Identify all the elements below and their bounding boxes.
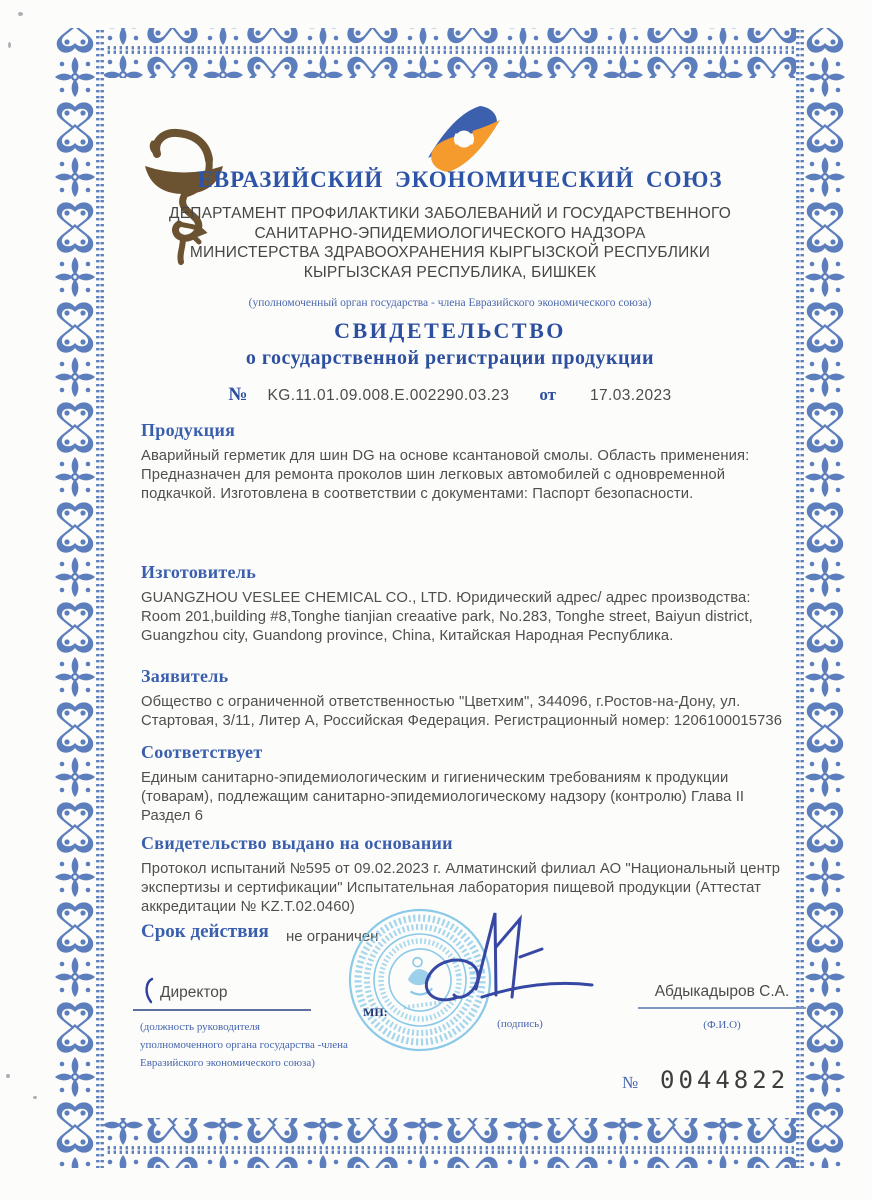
document-subtitle: о государственной регистрации продукции — [245, 347, 655, 369]
authority-note: (уполномоченный орган государства - члена Евразийского экономического союза) — [248, 297, 652, 309]
section-body: Протокол испытаний №595 от 09.02.2023 г. Алматинский филиал АО "Национальный центр экспертизы и сертификации" Испытательная лаборатория пищевой продукции (Аттестат аккредитации № KZ.T.02.0460) — [141, 861, 781, 915]
signature — [426, 913, 592, 1000]
position-caption-line: (должность руководителя — [140, 1021, 260, 1033]
section-body: Единым санитарно-эпидемиологическим и гигиеническим требованиям к продукции (товарам), подлежащим санитарно-эпидемиологическому надзору (контролю) Глава II Раздел 6 — [141, 770, 745, 824]
department-line: КЫРГЫЗСКАЯ РЕСПУБЛИКА, БИШКЕК — [303, 263, 597, 281]
registration-number: KG.11.01.09.008.E.002290.03.23 — [267, 387, 510, 404]
scan-speck — [8, 42, 11, 48]
number-sign: № — [228, 384, 248, 405]
section-body: GUANGZHOU VESLEE CHEMICAL CO., LTD. Юридический адрес/ адрес производства: Room 201,building #8,Tonghe tianjian creaative park, No.283, Tonghe street, Baiyun district, Guangzhou city, Guandong province, China, Китайская Народная Республика. — [141, 590, 753, 644]
official-stamp — [341, 901, 499, 1059]
department-line: САНИТАРНО-ЭПИДЕМИОЛОГИЧЕСКОГО НАДЗОРА — [254, 224, 646, 242]
section-heading: Заявитель — [141, 666, 229, 686]
department-line: МИНИСТЕРСТВА ЗДРАВООХРАНЕНИЯ КЫРГЫЗСКОЙ РЕСПУБЛИКИ — [189, 244, 711, 261]
section-applicant — [141, 666, 789, 731]
section-heading: Свидетельство выдано на основании — [141, 833, 453, 853]
scan-speck — [18, 12, 23, 16]
section-heading: Продукция — [141, 420, 236, 440]
section-body: Общество с ограниченной ответственностью "Цветхим", 344096, г.Ростов-на-Дону, ул. Стартовая, 3/11, Литер А, Российская Федерация. Регистрационный номер: 1206100015736 — [141, 694, 783, 729]
position-line — [133, 1009, 311, 1011]
document-title: СВИДЕТЕЛЬСТВО — [334, 318, 566, 343]
section-body: Аварийный герметик для шин DG на основе ксантановой смолы. Область применения: Предназначен для ремонта проколов шин легковых автомобилей с одновременной подкачкой. Изготовлена в соответствии с документами: Паспорт безопасности. — [141, 448, 750, 502]
serial-number-value: 0044822 — [660, 1066, 790, 1094]
signer-name: Абдыкадыров С.А. — [654, 983, 790, 1000]
scan-speck — [33, 1096, 37, 1099]
stamp-and-signature — [330, 885, 640, 1080]
registration-date: 17.03.2023 — [589, 387, 672, 404]
section-heading: Соответствует — [141, 742, 263, 762]
department-lines — [120, 204, 780, 282]
union-title: ЕВРАЗИЙСКИЙ ЭКОНОМИЧЕСКИЙ СОЮЗ — [197, 167, 723, 192]
scan-speck — [6, 1074, 10, 1078]
from-label: от — [539, 385, 556, 404]
department-line: ДЕПАРТАМЕНТ ПРОФИЛАКТИКИ ЗАБОЛЕВАНИЙ И ГОСУДАРСТВЕННОГО — [169, 205, 731, 222]
position-caption-line: Евразийского экономического союза) — [140, 1057, 315, 1069]
validity-value: не ограничен — [286, 928, 379, 945]
section-product — [141, 420, 789, 504]
validity-heading: Срок действия — [141, 921, 269, 942]
signature-caption: (подпись) — [497, 1018, 543, 1030]
name-caption: (Ф.И.О) — [703, 1019, 741, 1031]
section-heading: Изготовитель — [141, 562, 257, 582]
stamp-place-label: МП: — [363, 1005, 388, 1019]
name-line — [638, 1007, 806, 1009]
section-compliance — [141, 742, 789, 826]
pen-mark — [140, 977, 154, 1005]
section-manufacturer — [141, 562, 789, 646]
serial-number-sign: № — [622, 1073, 639, 1092]
position-caption-line: уполномоченного органа государства -члена — [140, 1039, 348, 1051]
signer-position: Директор — [160, 984, 228, 1001]
certificate-body — [141, 420, 789, 917]
registration-number-row — [120, 384, 780, 406]
